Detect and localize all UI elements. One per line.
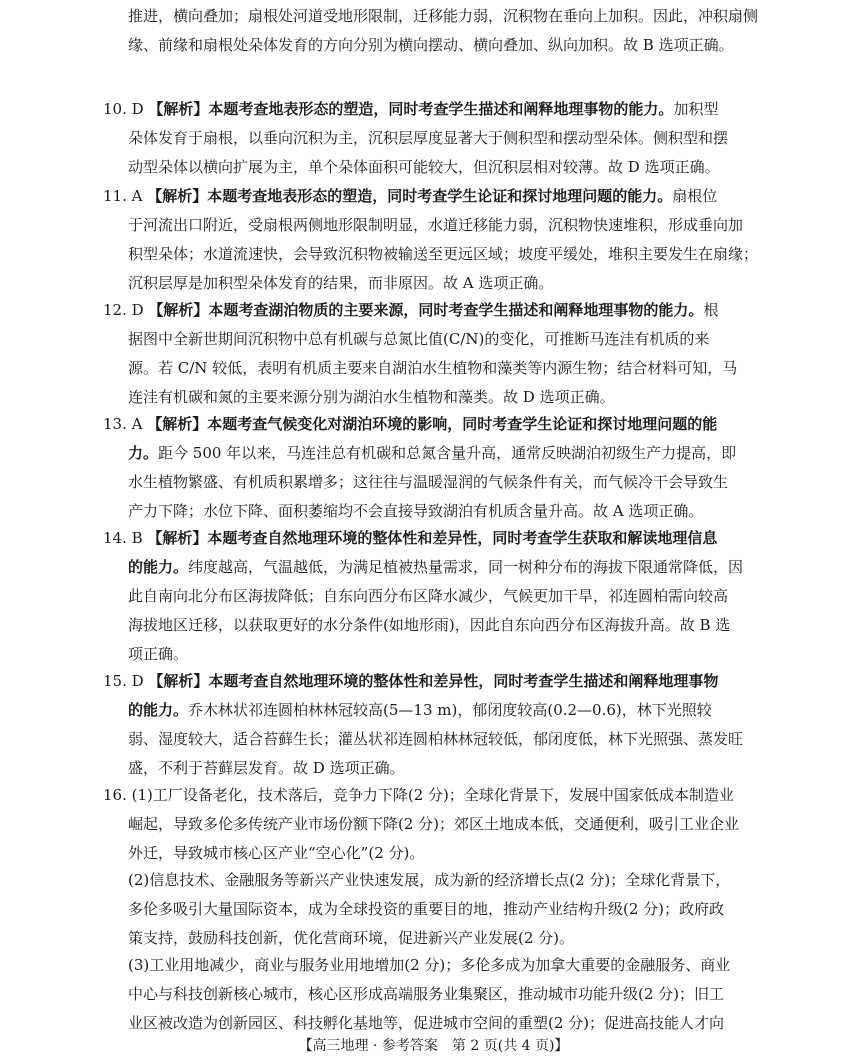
text-line [128, 700, 768, 722]
line-text: 弱、湿度较大，适合苔藓生长；灌丛状祁连圆柏林林冠较低，郁闭度低，林下光照强、蒸发旺 [128, 730, 744, 748]
analysis-heading: 【解析】本题考查地表形态的塑造，同时考查学生描述和阐释地理事物的能力。 [148, 100, 674, 118]
line-text: (2)信息技术、金融服务等新兴产业快速发展，成为新的经济增长点(2 分)；全球化背景下， [128, 871, 731, 889]
line-text: 动型朵体以横向扩展为主，单个朵体面积可能较大，但沉积层相对较薄。故 D 选项正确。 [128, 158, 720, 176]
text-line [128, 615, 768, 637]
text-line [128, 955, 768, 977]
text-line [128, 644, 218, 666]
line-text: 盛，不利于苔藓层发育。故 D 选项正确。 [128, 759, 405, 777]
text-line [128, 244, 768, 266]
line-text: 策支持，鼓励科技创新，优化营商环境，促进新兴产业发展(2 分)。 [128, 929, 575, 947]
analysis-heading: 【解析】本题考查自然地理环境的整体性和差异性，同时考查学生获取和解读地理信息 [147, 529, 718, 547]
line-text: 12. D [103, 301, 149, 319]
line-text: 项正确。 [128, 645, 189, 663]
line-text: 多伦多吸引大量国际资本，成为全球投资的重要目的地，推动产业结构升级(2 分)；政府政 [128, 900, 725, 918]
text-line [128, 387, 688, 409]
text-line [128, 215, 768, 237]
text-line [128, 443, 768, 465]
text-line [103, 300, 768, 322]
text-line [128, 984, 768, 1006]
analysis-heading: 【解析】本题考查气候变化对湖泊环境的影响，同时考查学生论证和探讨地理问题的能 [147, 415, 718, 433]
text-line [128, 35, 758, 57]
text-line [128, 758, 448, 780]
text-line [103, 528, 768, 550]
line-text: 加积型 [673, 100, 719, 118]
text-line [128, 157, 758, 179]
text-line [128, 128, 768, 150]
analysis-heading: 的能力。 [128, 701, 189, 719]
text-line [128, 586, 768, 608]
line-text: 水生植物繁盛、有机质积累增多；这往往与温暖湿润的气候条件有关，而气候冷干会导致生 [128, 473, 729, 491]
text-line [128, 899, 768, 921]
text-line [128, 329, 768, 351]
line-text: 朵体发育于扇根，以垂向沉积为主，沉积层厚度显著大于侧积型和摆动型朵体。侧积型和摆 [128, 129, 729, 147]
line-text: 此自南向北分布区海拔降低；自东向西分布区降水减少，气候更加干旱，祁连圆柏需向较高 [128, 587, 729, 605]
text-line [128, 814, 768, 836]
line-text: 外迁，导致城市核心区产业“空心化”(2 分)。 [128, 844, 425, 862]
page-footer: 【高三地理 · 参考答案 第 2 页(共 4 页)】 [298, 1038, 569, 1054]
line-text: 根 [703, 301, 719, 319]
line-text: 距今 500 年以来，马连洼总有机碳和总氮含量升高，通常反映湖泊初级生产力提高，即 [158, 444, 737, 462]
line-text: 产力下降；水位下降、面积萎缩均不会直接导致湖泊有机质含量升高。故 A 选项正确。 [128, 502, 704, 520]
line-text: 于河流出口附近，受扇根两侧地形限制明显，水道迁移能力弱，沉积物快速堆积，形成垂向加 [128, 216, 744, 234]
text-line [128, 729, 768, 751]
line-text: 海拔地区迁移，以获取更好的水分条件(如地形雨)，因此自东向西分布区海拔升高。故 B 选 [128, 616, 731, 634]
line-text: 业区被改造为创新园区、科技孵化基地等，促进城市空间的重塑(2 分)；促进高技能人才向 [128, 1014, 725, 1032]
text-line [128, 1013, 768, 1035]
line-text: 扇根位 [672, 187, 718, 205]
line-text: 10. D [103, 100, 149, 118]
text-line [128, 928, 658, 950]
line-text: 14. B [103, 529, 148, 547]
text-line [128, 557, 768, 579]
text-line [103, 671, 768, 693]
line-text: 11. A [103, 187, 148, 205]
analysis-heading: 力。 [128, 444, 159, 462]
text-line [128, 273, 588, 295]
text-line [128, 6, 768, 28]
analysis-heading: 【解析】本题考查地表形态的塑造，同时考查学生论证和探讨地理问题的能力。 [147, 187, 673, 205]
text-line [128, 358, 768, 380]
text-line [103, 785, 768, 807]
analysis-heading: 【解析】本题考查湖泊物质的主要来源，同时考查学生描述和阐释地理事物的能力。 [148, 301, 704, 319]
text-line [128, 843, 508, 865]
text-line [128, 501, 758, 523]
line-text: 15. D [103, 672, 149, 690]
line-text: 沉积层厚是加积型朵体发育的结果，而非原因。故 A 选项正确。 [128, 274, 554, 292]
analysis-heading: 【解析】本题考查自然地理环境的整体性和差异性，同时考查学生描述和阐释地理事物 [148, 672, 719, 690]
text-line [128, 870, 768, 892]
line-text: 纬度越高，气温越低，为满足植被热量需求，同一树种分布的海拔下限通常降低，因 [188, 558, 744, 576]
text-line [103, 186, 768, 208]
text-line [103, 99, 768, 121]
line-text: 13. A [103, 415, 148, 433]
line-text: (3)工业用地减少，商业与服务业用地增加(2 分)；多伦多成为加拿大重要的金融服务、商业 [128, 956, 731, 974]
line-text: 源。若 C/N 较低，表明有机质主要来自湖泊水生植物和藻类等内源生物；结合材料可知，马 [128, 359, 738, 377]
analysis-heading: 的能力。 [128, 558, 189, 576]
text-line [128, 472, 768, 494]
line-text: 积型朵体；水道流速快，会导致沉积物被输送至更远区域；坡度平缓处，堆积主要发生在扇缘； [128, 245, 759, 263]
line-text: 推进，横向叠加；扇根处河道受地形限制，迁移能力弱，沉积物在垂向上加积。因此，冲积扇侧 [128, 7, 759, 25]
line-text: 据图中全新世期间沉积物中总有机碳与总氮比值(C/N)的变化，可推断马连洼有机质的来 [128, 330, 710, 348]
line-text: 乔木林状祁连圆柏林林冠较高(5—13 m)，郁闭度较高(0.2—0.6)，林下光照较 [188, 701, 712, 719]
line-text: 缘、前缘和扇根处朵体发育的方向分别为横向摆动、横向叠加、纵向加积。故 B 选项正确。 [128, 36, 734, 54]
line-text: 16. (1)工厂设备老化，技术落后，竞争力下降(2 分)；全球化背景下，发展中国家低成本制造业 [103, 786, 734, 804]
line-text: 中心与科技创新核心城市，核心区形成高端服务业集聚区，推动城市功能升级(2 分)；旧工 [128, 985, 725, 1003]
line-text: 崛起，导致多伦多传统产业市场份额下降(2 分)；郊区土地成本低，交通便利，吸引工业企业 [128, 815, 740, 833]
line-text: 连洼有机碳和氮的主要来源分别为湖泊水生植物和藻类。故 D 选项正确。 [128, 388, 615, 406]
text-line [103, 414, 768, 436]
